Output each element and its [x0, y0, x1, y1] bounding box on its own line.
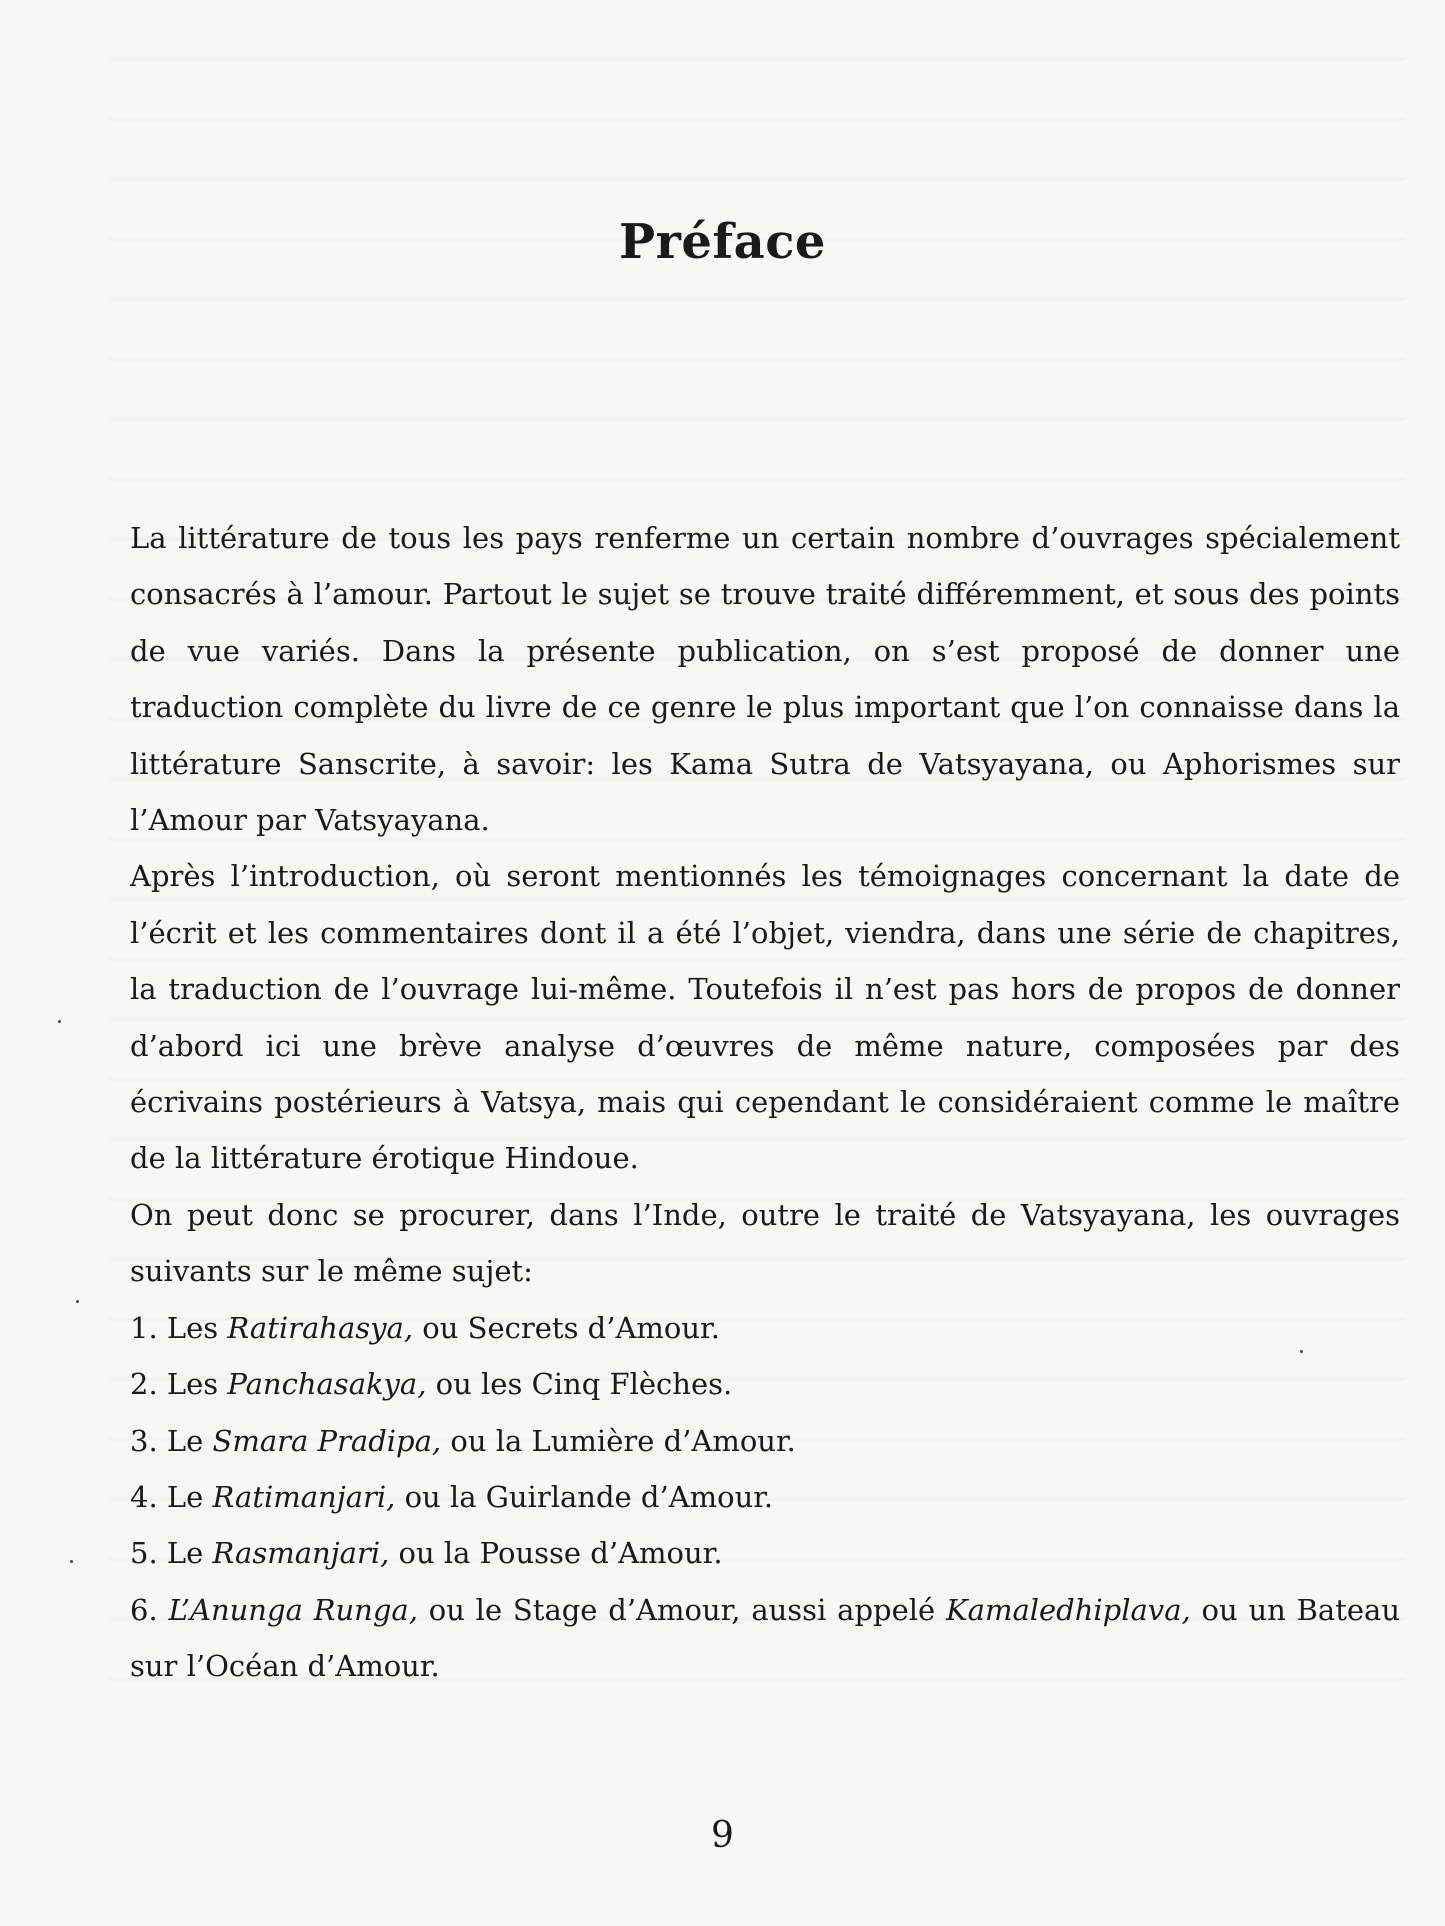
page-number: 9 [711, 1815, 734, 1856]
scan-speck [76, 1300, 79, 1303]
works-list [130, 1300, 1400, 1695]
list-item: 2. Les Panchasakya, ou les Cinq Flèches. [130, 1367, 733, 1402]
list-item: 5. Le Rasmanjari, ou la Pousse d’Amour. [130, 1536, 723, 1571]
scan-speck [1300, 1350, 1303, 1353]
paragraph-overview: Après l’introduction, où seront mentionnés les témoignages concernant la date de l’écrit et les commentaires dont il a été l’objet, viendra, dans une série de chapitres, la traduction de l’ouvrage lui-même. Toutefois il n’est pas hors de propos de donner d’abord ici une brève analyse d’œuvres de même nature, composées par des écrivains postérieurs à Vatsya, mais qui cependant le considéraient comme le maître de la littérature érotique Hindoue. [130, 859, 1400, 1176]
page-title: Préface [619, 214, 826, 270]
list-item: 3. Le Smara Pradipa, ou la Lumière d’Amour. [130, 1423, 796, 1458]
paragraph-intro: La littérature de tous les pays renferme un certain nombre d’ouvrages spécialement consacrés à l’amour. Partout le sujet se trouve traité différemment, et sous des points de vue variés. Dans la présente publication, on s’est proposé de donner une traduction complète du livre de ce genre le plus important que l’on connaisse dans la littérature Sanscrite, à savoir: les Kama Sutra de Vatsyayana, ou Aphorismes sur l’Amour par Vatsyayana. [130, 521, 1400, 838]
scan-speck [70, 1560, 73, 1563]
list-item: 4. Le Ratimanjari, ou la Guirlande d’Amour. [130, 1479, 774, 1514]
scan-speck [58, 1020, 61, 1023]
body-text [130, 510, 1400, 1695]
list-item: 1. Les Ratirahasya, ou Secrets d’Amour. [130, 1310, 720, 1345]
paragraph-list-lead: On peut donc se procurer, dans l’Inde, outre le traité de Vatsyayana, les ouvrages suivants sur le même sujet: [130, 1197, 1400, 1289]
list-item: 6. L’Anunga Runga, ou le Stage d’Amour, aussi appelé Kamaledhiplava, ou un Bateau sur l’Océan d’Amour. [130, 1592, 1401, 1684]
